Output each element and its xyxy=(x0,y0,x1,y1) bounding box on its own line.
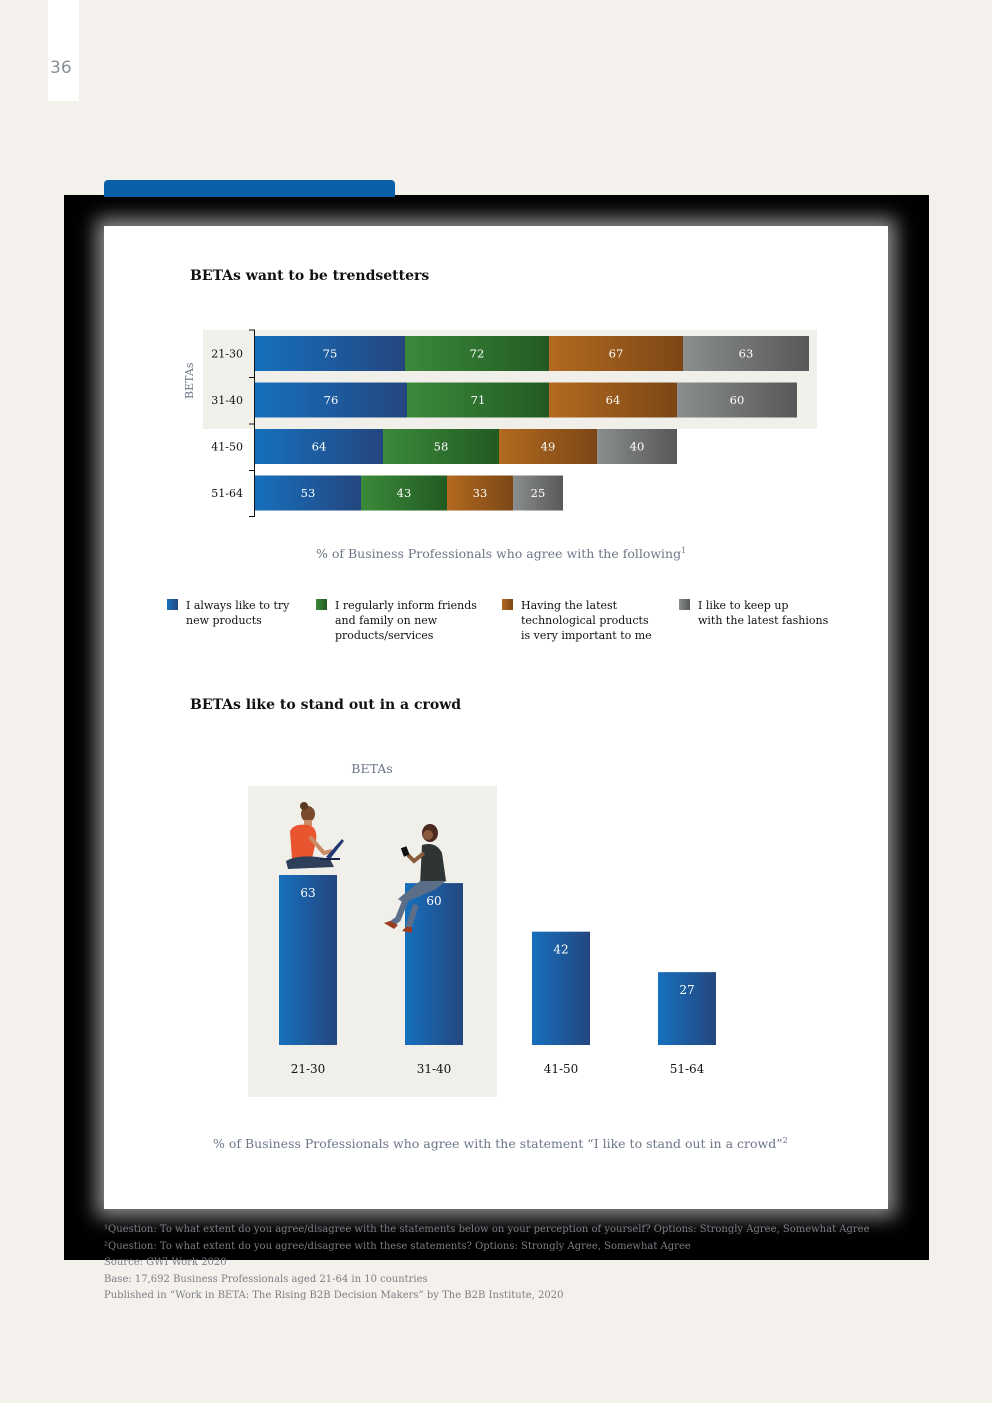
legend-label: I regularly inform friends and family on new products/services xyxy=(335,599,477,642)
vertical-bar-chart xyxy=(104,751,888,1101)
bar-value-label: 58 xyxy=(433,439,449,454)
bar-value-label: 53 xyxy=(300,486,316,500)
bar-value-label: 27 xyxy=(679,983,695,998)
chart1-title: BETAs want to be trendsetters xyxy=(190,268,430,284)
section-tab xyxy=(104,180,395,197)
bar-value-label: 72 xyxy=(469,346,485,361)
legend-item xyxy=(679,598,828,628)
footnote-1: ¹Question: To what extent do you agree/disagree with the statements below on your perception of yourself? Options: Strongly Agree, Somewhat Agree xyxy=(104,1224,870,1235)
category-label: 51-64 xyxy=(211,487,243,500)
bar-value-label: 25 xyxy=(530,486,546,500)
bar-value-label: 60 xyxy=(426,894,442,909)
legend-item xyxy=(167,598,289,628)
legend-swatch xyxy=(502,599,513,610)
bar-value-label: 40 xyxy=(629,439,645,454)
category-label: 31-40 xyxy=(416,1062,452,1076)
figure-card xyxy=(104,226,888,1209)
bar-value-label: 43 xyxy=(396,486,412,500)
legend-swatch xyxy=(679,599,690,610)
bar-value-label: 60 xyxy=(729,393,745,407)
footnote-source: Source: GWI Work 2020 xyxy=(104,1257,227,1268)
legend-label: Having the latest technological products is very important to me xyxy=(521,599,652,642)
legend-swatch xyxy=(167,599,178,610)
legend-label: I like to keep up with the latest fashions xyxy=(698,599,829,627)
category-label: 21-30 xyxy=(211,347,243,361)
bar-value-label: 64 xyxy=(605,393,621,407)
bar-value-label: 76 xyxy=(323,393,339,407)
bar-value-label: 33 xyxy=(472,486,488,500)
y-axis-label: BETAs xyxy=(183,362,196,399)
chart2-title: BETAs like to stand out in a crowd xyxy=(190,697,462,713)
page-number: 36 xyxy=(50,58,72,78)
category-label: 21-30 xyxy=(290,1062,326,1076)
stacked-bar-chart xyxy=(104,316,888,636)
legend-item xyxy=(316,598,477,643)
category-label: 41-50 xyxy=(543,1062,579,1076)
footnotes xyxy=(104,1222,870,1305)
category-label: 31-40 xyxy=(211,394,243,407)
highlight-label: BETAs xyxy=(351,761,393,776)
legend-label: I always like to try new products xyxy=(186,599,290,627)
chart1-axis-caption: % of Business Professionals who agree with the following$^1$ xyxy=(316,546,687,562)
category-label: 51-64 xyxy=(669,1062,705,1076)
legend-swatch xyxy=(316,599,327,610)
bar-value-label: 42 xyxy=(553,942,569,957)
bar-value-label: 63 xyxy=(738,346,754,361)
chart2-axis-caption: % of Business Professionals who agree with the statement “I like to stand out in a crowd”$^2$ xyxy=(213,1136,788,1152)
bar-value-label: 67 xyxy=(608,346,624,361)
bar-value-label: 63 xyxy=(300,886,316,900)
bar-value-label: 64 xyxy=(311,439,327,454)
chart1-legend xyxy=(104,598,888,658)
page-tab xyxy=(48,0,79,101)
category-label: 41-50 xyxy=(211,440,243,454)
bar-value-label: 71 xyxy=(470,393,486,407)
footnote-published: Published in “Work in BETA: The Rising B2B Decision Makers” by The B2B Institute, 2020 xyxy=(104,1290,564,1301)
footnote-base: Base: 17,692 Business Professionals aged 21-64 in 10 countries xyxy=(104,1273,428,1285)
legend-item xyxy=(502,598,652,643)
bar-value-label: 49 xyxy=(540,439,556,454)
bar-value-label: 75 xyxy=(322,346,338,361)
footnote-2: ²Question: To what extent do you agree/disagree with these statements? Options: Strongly Agree, Somewhat Agree xyxy=(104,1240,691,1252)
bar xyxy=(279,875,337,1045)
